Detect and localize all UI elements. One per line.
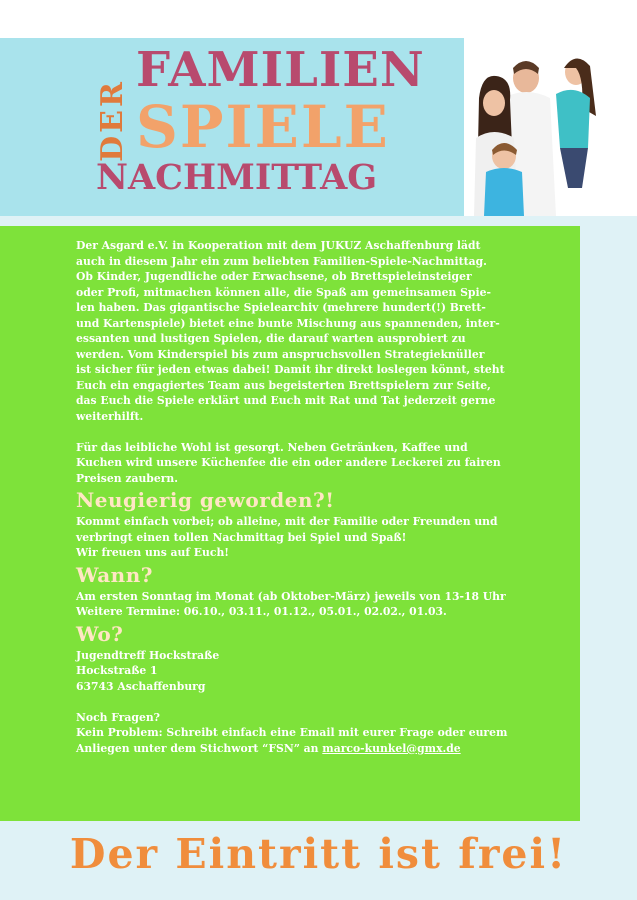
where-heading: Wo? — [76, 621, 124, 646]
free-entry-banner: Der Eintritt ist frei! — [69, 830, 568, 878]
title-nachmittag: NACHMITTAG — [96, 157, 378, 198]
spacer — [76, 694, 571, 710]
questions-line: Kein Problem: Schreibt einfach eine Email mit eurer Frage oder eurem — [76, 726, 508, 739]
title-spiele: SPIELE — [136, 93, 390, 161]
intro-line: werden. Vom Kinderspiel bis zum anspruchsvollen Strategieknüller — [76, 347, 485, 361]
food-line: Für das leibliche Wohl ist gesorgt. Neben Getränken, Kaffee und — [76, 440, 468, 454]
questions-line — [76, 741, 571, 757]
intro-line: Euch ein engagiertes Team aus begeisterten Brettspielern zur Seite, — [76, 378, 491, 392]
email-link[interactable]: marco-kunkel@gmx.de — [322, 741, 461, 755]
curious-heading: Neugierig geworden?! — [76, 488, 335, 512]
intro-line: auch in diesem Jahr ein zum beliebten Familien-Spiele-Nachmittag. — [76, 254, 487, 268]
intro-line: weiterhilft. — [76, 409, 144, 423]
family-photo — [464, 38, 637, 216]
curious-paragraph — [76, 514, 571, 561]
curious-line: Wir freuen uns auf Euch! — [76, 546, 230, 559]
address-line: Jugendtreff Hockstraße — [76, 648, 220, 662]
curious-line: verbringt einen tollen Nachmittag bei Spiel und Spaß! — [76, 530, 407, 544]
when-paragraph — [76, 589, 571, 620]
intro-paragraph — [76, 238, 571, 424]
title-der-text: DER — [94, 78, 130, 162]
address-line: Hockstraße 1 — [76, 664, 158, 677]
curious-line: Kommt einfach vorbei; ob alleine, mit der Familie oder Freunden und — [76, 515, 498, 528]
address-block — [76, 648, 571, 695]
family-photo-illustration — [464, 38, 637, 216]
intro-line: oder Profi, mitmachen können alle, die Spaß am gemeinsamen Spie- — [76, 285, 491, 299]
food-line: Kuchen wird unsere Küchenfee die ein oder andere Leckerei zu fairen — [76, 456, 501, 469]
title-familien: FAMILIEN — [136, 42, 425, 98]
when-line: Am ersten Sonntag im Monat (ab Oktober-März) jeweils von 13-18 Uhr — [76, 589, 506, 603]
questions-line-prefix: Anliegen unter dem Stichwort “FSN” an — [76, 741, 323, 755]
intro-line: ist sicher für jeden etwas dabei! Damit ihr direkt loslegen könnt, steht — [76, 363, 505, 376]
intro-line: Der Asgard e.V. in Kooperation mit dem JUKUZ Aschaffenburg lädt — [76, 239, 481, 252]
food-paragraph — [76, 440, 571, 487]
food-line: Preisen zaubern. — [76, 471, 179, 485]
intro-line: und Kartenspiele) bietet eine bunte Mischung aus spannenden, inter- — [76, 316, 500, 330]
intro-line: das Euch die Spiele erklärt und Euch mit Rat und Tat jederzeit gerne — [76, 394, 496, 407]
intro-line: len haben. Das gigantische Spielearchiv (mehrere hundert(!) Brett- — [76, 301, 486, 314]
intro-line: essanten und lustigen Spielen, die darauf warten ausprobiert zu — [76, 332, 466, 345]
top-margin — [0, 0, 637, 38]
address-line: 63743 Aschaffenburg — [76, 679, 206, 693]
questions-paragraph — [76, 710, 571, 757]
when-heading: Wann? — [76, 562, 153, 587]
info-content — [76, 238, 571, 756]
intro-line: Ob Kinder, Jugendliche oder Erwachsene, ob Brettspieleinsteiger — [76, 270, 472, 283]
questions-line: Noch Fragen? — [76, 710, 161, 724]
when-line: Weitere Termine: 06.10., 03.11., 01.12., 05.01., 02.02., 01.03. — [76, 605, 447, 618]
